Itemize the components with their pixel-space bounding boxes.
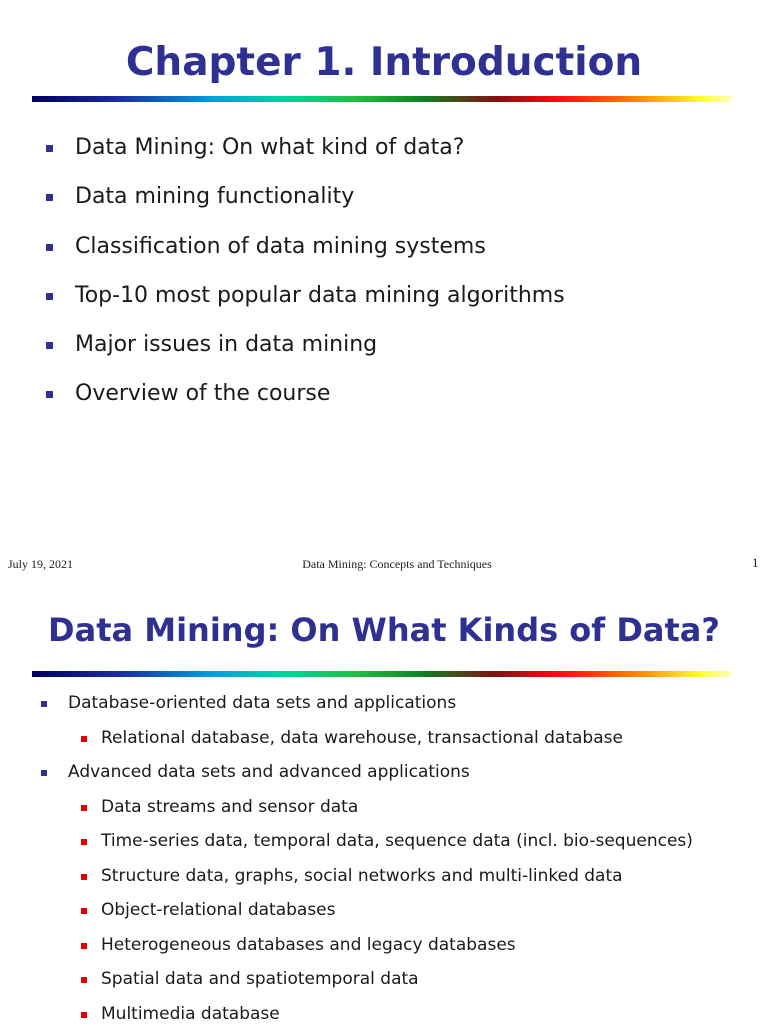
list-item-text: Relational database, data warehouse, transactional database [101, 728, 623, 748]
list-item-text: Heterogeneous databases and legacy databases [101, 935, 516, 955]
page-number: 1 [752, 555, 759, 571]
sub-list-item [0, 967, 768, 1002]
sub-list-item [0, 933, 768, 968]
title-rule [32, 671, 732, 677]
list-item [0, 229, 768, 278]
list-item-text: Top-10 most popular data mining algorithms [75, 283, 565, 308]
list-item-text: Overview of the course [75, 381, 330, 406]
square-bullet-icon [46, 391, 53, 398]
list-item [0, 760, 768, 795]
sub-list-item [0, 829, 768, 864]
square-bullet-icon [81, 736, 87, 742]
list-item [0, 691, 768, 726]
list-item [0, 179, 768, 228]
list-item-text: Structure data, graphs, social networks and multi-linked data [101, 866, 623, 886]
square-bullet-icon [81, 977, 87, 983]
sub-list-item [0, 898, 768, 933]
list-item [0, 278, 768, 327]
square-bullet-icon [81, 908, 87, 914]
list-item-text: Data Mining: On what kind of data? [75, 135, 464, 160]
slide-2-title: Data Mining: On What Kinds of Data? [0, 611, 768, 649]
square-bullet-icon [81, 874, 87, 880]
list-item-text: Classification of data mining systems [75, 234, 486, 259]
list-item-text: Data mining functionality [75, 184, 354, 209]
square-bullet-icon [46, 342, 53, 349]
square-bullet-icon [46, 194, 53, 201]
list-item [0, 327, 768, 376]
list-item-text: Multimedia database [101, 1004, 280, 1024]
square-bullet-icon [46, 293, 53, 300]
slide-1-title: Chapter 1. Introduction [0, 40, 768, 85]
footer-date: July 19, 2021 [8, 557, 73, 572]
list-item [0, 130, 768, 179]
list-item-text: Advanced data sets and advanced applications [68, 762, 470, 782]
square-bullet-icon [81, 943, 87, 949]
sub-list-item [0, 864, 768, 899]
square-bullet-icon [41, 770, 47, 776]
footer-title: Data Mining: Concepts and Techniques [0, 557, 768, 572]
square-bullet-icon [81, 839, 87, 845]
list-item-text: Data streams and sensor data [101, 797, 358, 817]
square-bullet-icon [81, 1012, 87, 1018]
square-bullet-icon [41, 701, 47, 707]
list-item-text: Database-oriented data sets and applications [68, 693, 456, 713]
slide-2 [0, 585, 768, 1024]
sub-list-item [0, 795, 768, 830]
square-bullet-icon [81, 805, 87, 811]
list-item [0, 376, 768, 425]
bullet-list [0, 130, 768, 426]
square-bullet-icon [46, 145, 53, 152]
sub-list-item [0, 726, 768, 761]
bullet-list [0, 691, 768, 1036]
title-rule [32, 96, 732, 102]
list-item-text: Spatial data and spatiotemporal data [101, 969, 419, 989]
sub-list-item [0, 1002, 768, 1036]
square-bullet-icon [46, 244, 53, 251]
list-item-text: Object-relational databases [101, 900, 336, 920]
list-item-text: Time-series data, temporal data, sequence data (incl. bio-sequences) [101, 831, 693, 851]
list-item-text: Major issues in data mining [75, 332, 377, 357]
